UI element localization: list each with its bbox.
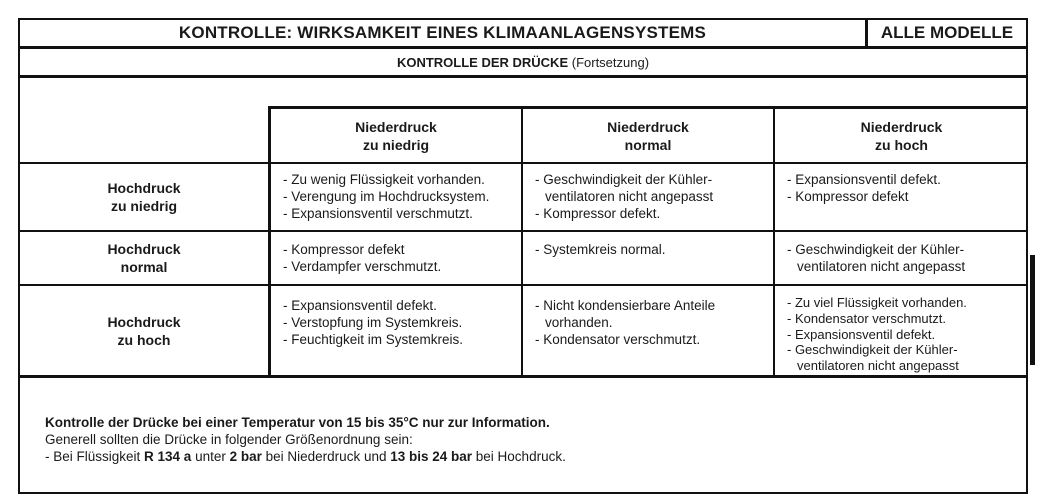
row-header-high-pressure-too-low: Hochdruck zu niedrig [107, 180, 181, 214]
list-item: - Nicht kondensierbare Anteile vorhanden. [535, 298, 716, 330]
table-cell [535, 241, 767, 258]
column-header-low-pressure-too-high: Niederdruck zu hoch [860, 118, 943, 153]
list-item: - Kondensator verschmutzt. [787, 310, 946, 326]
table-cell [535, 171, 753, 222]
note-text: Generell sollten die Drücke in folgender Größenordnung sein: [45, 432, 413, 447]
grid-line [18, 375, 1028, 378]
list-item: - Expansionsventil defekt. [787, 172, 941, 187]
list-item: - Verengung im Hochdrucksystem. [283, 189, 490, 204]
document-title: KONTROLLE: WIRKSAMKEIT EINES KLIMAANLAGENSYSTEMS [178, 23, 707, 42]
note-heading: Kontrolle der Drücke bei einer Temperatur von 15 bis 35°C nur zur Information. [45, 415, 550, 430]
list-item: - Geschwindigkeit der Kühler-ventilatoren nicht angepasst [787, 242, 966, 274]
row-header-high-pressure-normal: Hochdruck normal [107, 241, 181, 275]
list-item: - Expansionsventil verschmutzt. [283, 206, 473, 221]
subtitle [397, 55, 649, 70]
column-header-low-pressure-normal: Niederdruck normal [607, 118, 689, 153]
note-pressure-values: - Bei Flüssigkeit R 134 a unter 2 bar bei Niederdruck und 13 bis 24 bar bei Hochdruck. [45, 449, 566, 464]
list-item: - Kompressor defekt. [535, 206, 661, 221]
list-item: - Verstopfung im Systemkreis. [283, 315, 463, 330]
table-cell [283, 241, 519, 275]
list-item: - Expansionsventil defekt. [787, 326, 936, 342]
table-cell [787, 171, 1019, 205]
list-item: - Kompressor defekt [787, 189, 909, 204]
list-item: - Zu viel Flüssigkeit vorhanden. [787, 295, 967, 310]
models-label-box [866, 18, 1028, 48]
list-item: - Kondensator verschmutzt. [535, 332, 701, 347]
table-cell [787, 295, 1005, 374]
information-note [45, 414, 1005, 465]
list-item: - Verdampfer verschmutzt. [283, 259, 442, 274]
table-cell [283, 297, 519, 348]
list-item: - Feuchtigkeit im Systemkreis. [283, 332, 464, 347]
row-header-high-pressure-too-high: Hochdruck zu hoch [107, 313, 181, 348]
table-cell [535, 297, 767, 348]
document-title-bar [18, 18, 867, 48]
list-item: - Kompressor defekt [283, 242, 405, 257]
table-cell [787, 241, 1005, 275]
models-label: ALLE MODELLE [880, 23, 1014, 42]
column-header-low-pressure-too-low: Niederdruck zu niedrig [355, 118, 437, 153]
subtitle-suffix: (Fortsetzung) [568, 54, 650, 70]
page-edge-bar [1030, 255, 1035, 365]
list-item: - Expansionsventil defekt. [283, 298, 437, 313]
table-cell [283, 171, 519, 222]
list-item: - Geschwindigkeit der Kühler-ventilatoren nicht angepasst [535, 172, 714, 204]
subtitle-bar [18, 47, 1028, 77]
list-item: - Geschwindigkeit der Kühler-ventilatoren nicht angepasst [787, 342, 959, 374]
subtitle-main: KONTROLLE DER DRÜCKE [396, 54, 569, 70]
list-item: - Zu wenig Flüssigkeit vorhanden. [283, 172, 485, 187]
list-item: - Systemkreis normal. [535, 242, 666, 257]
